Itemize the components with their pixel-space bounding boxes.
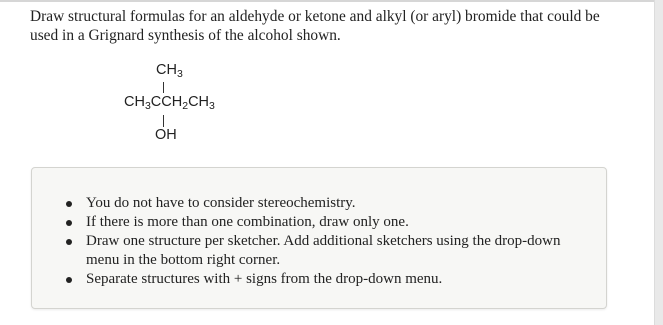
molecule-structure — [0, 0, 663, 160]
instruction-item: Draw one structure per sketcher. Add additional sketchers using the drop-down menu in the bottom right corner. — [64, 232, 594, 270]
question-prompt: Draw structural formulas for an aldehyde or ketone and alkyl (or aryl) bromide that could be used in a Grignard synthesis of the alcohol shown. — [30, 8, 600, 44]
instructions-panel — [31, 167, 607, 309]
chain-atom-2: C — [150, 94, 162, 110]
hydroxyl-group: OH — [155, 127, 177, 143]
instruction-item: If there is more than one combination, draw only one. — [64, 213, 594, 232]
bullet-icon — [66, 277, 72, 283]
chain-atom-3: $CH_2$ — [161, 94, 189, 112]
bullet-icon — [66, 220, 72, 226]
top-methyl-group: $CH_3$ — [156, 62, 183, 80]
lower-bond — [163, 115, 164, 127]
upper-bond — [163, 82, 164, 93]
instructions-list — [64, 194, 594, 289]
bullet-icon — [66, 201, 72, 207]
bullet-icon — [66, 239, 72, 245]
instruction-item: You do not have to consider stereochemistry. — [64, 194, 594, 213]
instruction-item: Separate structures with + signs from the drop-down menu. — [64, 270, 594, 289]
chain-atom-1: $CH_3$ — [124, 94, 151, 112]
main-chain — [124, 94, 215, 110]
chain-atom-4: $CH_3$ — [188, 94, 215, 112]
